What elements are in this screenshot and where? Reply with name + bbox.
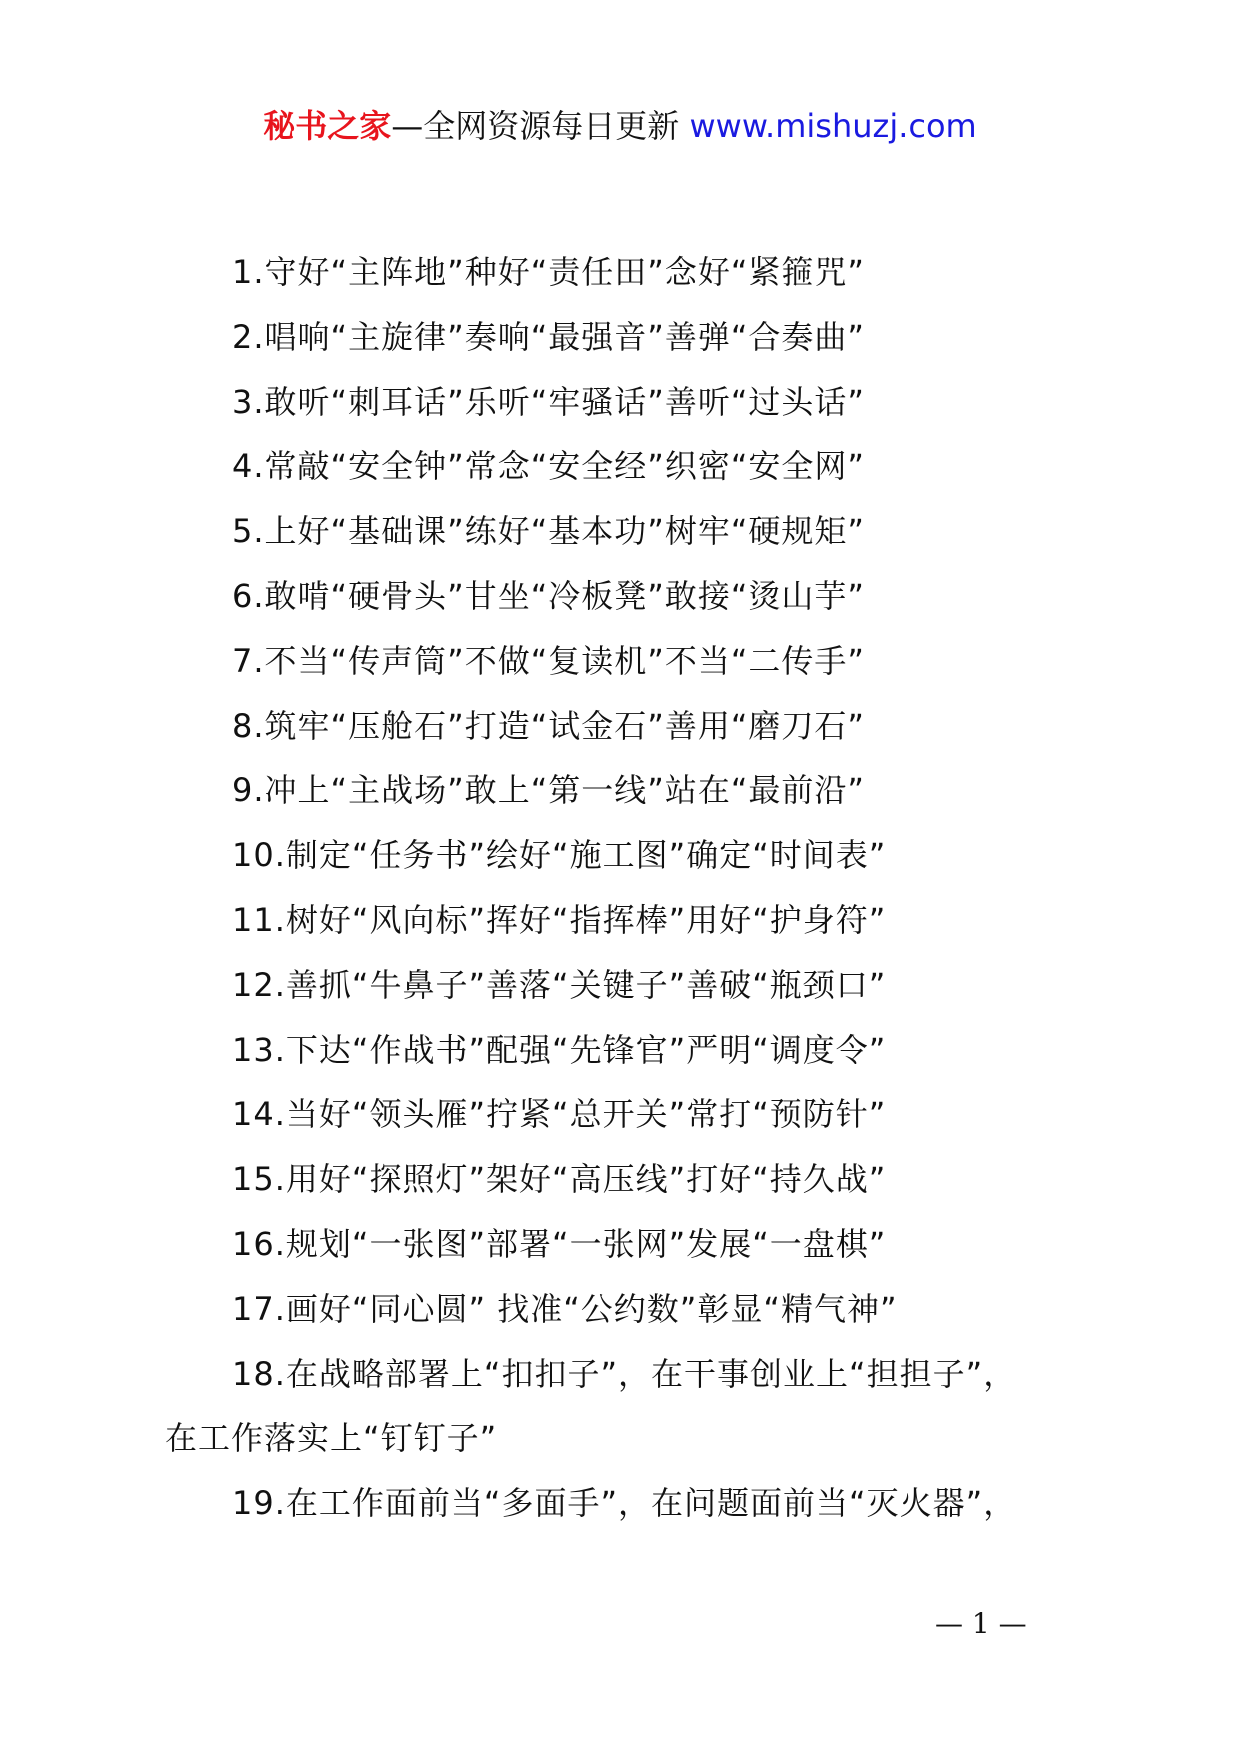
list-item: 11.树好“风向标”挥好“指挥棒”用好“护身符” [232,900,887,939]
list-item: 6.敢啃“硬骨头”甘坐“冷板凳”敢接“烫山芋” [232,576,866,615]
header-slogan: —全网资源每日更新 [391,107,690,145]
list-item: 3.敢听“刺耳话”乐听“牢骚话”善听“过头话” [232,382,866,421]
list-item: 17.画好“同心圆” 找准“公约数”彰显“精气神” [232,1289,898,1328]
list-item: 9.冲上“主战场”敢上“第一线”站在“最前沿” [232,771,866,810]
list-item: 15.用好“探照灯”架好“高压线”打好“持久战” [232,1160,887,1199]
page-header [0,98,1240,154]
list-item-continuation: 在工作落实上“钉钉子” [165,1419,498,1458]
brand-name: 秘书之家 [263,107,392,145]
document-body [165,240,1095,1536]
list-item: 19.在工作面前当“多面手”，在问题面前当“灭火器”， [232,1484,1017,1523]
list-item: 18.在战略部署上“扣扣子”，在干事创业上“担担子”， [232,1354,1017,1393]
list-item: 10.制定“任务书”绘好“施工图”确定“时间表” [232,836,887,875]
list-item: 1.守好“主阵地”种好“责任田”念好“紧箍咒” [232,253,866,291]
page-number: — 1 — [935,1607,1027,1640]
list-item: 5.上好“基础课”练好“基本功”树牢“硬规矩” [232,512,866,551]
website-url[interactable]: www.mishuzj.com [689,107,977,145]
list-item: 12.善抓“牛鼻子”善落“关键子”善破“瓶颈口” [232,965,887,1004]
list-item: 13.下达“作战书”配强“先锋官”严明“调度令” [232,1030,887,1069]
list-item: 7.不当“传声筒”不做“复读机”不当“二传手” [232,641,866,680]
list-item: 16.规划“一张图”部署“一张网”发展“一盘棋” [232,1224,887,1263]
list-item: 14.当好“领头雁”拧紧“总开关”常打“预防针” [232,1095,887,1134]
list-item: 8.筑牢“压舱石”打造“试金石”善用“磨刀石” [232,706,866,745]
list-item: 4.常敲“安全钟”常念“安全经”织密“安全网” [232,447,866,486]
list-item: 2.唱响“主旋律”奏响“最强音”善弹“合奏曲” [232,317,866,356]
